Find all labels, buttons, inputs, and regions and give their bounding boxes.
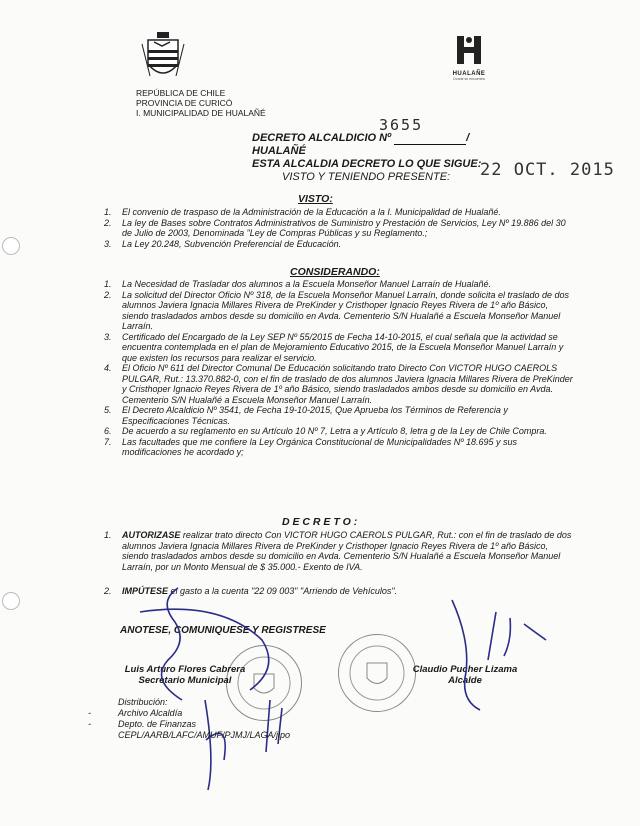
- mayor-name: Claudio Pucher Lizama: [412, 664, 518, 675]
- decree-title: DECRETO ALCALDICIO Nº: [252, 132, 392, 144]
- list-item: 3. La Ley 20.248, Subvención Preferencial de Educación.: [104, 238, 342, 249]
- distribution-title: Distribución:: [118, 697, 168, 707]
- visto-teniendo-label: VISTO Y TENIENDO PRESENTE:: [282, 171, 451, 183]
- distribution-initials: CEPL/AARB/LAFC/AMUF/PJMJ/LAGA/jlpo: [118, 730, 291, 740]
- list-item: 5. El Decreto Alcaldicio Nº 3541, de Fecha 19-10-2015, Que Aprueba los Términos de Referencia y Especificaciones Técnicas.: [104, 405, 508, 426]
- logo-tagline: Donde se encuentra: [453, 77, 485, 81]
- decreto-title: D E C R E T O :: [282, 516, 358, 528]
- list-item: 2. IMPÚTESE el gasto a la cuenta "22 09 003" "Arriendo de Vehículos".: [104, 586, 398, 596]
- list-item: 2. La ley de Bases sobre Contratos Administrativos de Suministro y Prestación de Servicios, Ley Nº 19.886 del 30 de Julio de 2003, Denominada "Ley de Compras Públicas y su Reglamento.;: [104, 217, 566, 238]
- decree-slash: /: [466, 132, 470, 144]
- list-item: 1. La Necesidad de Trasladar dos alumnos a la Escuela Monseñor Manuel Larraín de Hualañé.: [104, 279, 492, 289]
- logo-name: HUALAÑE: [452, 71, 486, 77]
- list-item: 3. Certificado del Encargado de la Ley SEP Nº 55/2015 de Fecha 14-10-2015, el cual señala que la actividad se encuentra contemplada en el plan de Mejoramiento Educativo 2015, de la Escuela Monseñor Manuel Larraín y que existen los recursos para realizar el servicio.: [104, 331, 564, 363]
- distribution-item: - Depto. de Finanzas: [88, 719, 197, 729]
- list-item: 4. El Oficio Nº 611 del Director Comunal De Educación solicitando trato Directo Con VICTOR HUGO CAEROLS PULGAR, Rut.: 13.370.882-0, con el fin de traslado de dos alumnos Javiera Ignacia Millares Rivera de PreKinder y Cristhoper Ignacio Reyes Rivera de 1º año Básico, siendo trasladados ambos desde su domicilio en Avda. Cementerio S/N Hualañé a Escuela Monseñor Manuel Larraín.: [104, 363, 573, 405]
- considerando-title: CONSIDERANDO:: [290, 266, 380, 278]
- republic-label: REPÚBLICA DE CHILE: [136, 88, 226, 98]
- list-item: 6. De acuerdo a su reglamento en su Artículo 10 Nº 7, Letra a y Artículo 8, letra g de la Ley de Chile Compra.: [104, 426, 547, 436]
- decree-date-stamp: 22 OCT. 2015: [480, 160, 615, 180]
- decree-intro: ESTA ALCALDIA DECRETO LO QUE SIGUE:: [252, 158, 482, 170]
- distribution-item: - Archivo Alcaldía: [88, 708, 183, 718]
- visto-title: VISTO:: [298, 193, 333, 205]
- distribution-block: [88, 697, 290, 741]
- mayor-role: Alcalde: [448, 675, 482, 686]
- closing-formula: ANOTESE, COMUNIQUESE Y REGISTRESE: [120, 625, 326, 636]
- list-item: 2. La solicitud del Director Oficio Nº 318, de la Escuela Monseñor Manuel Larraín, donde solicita el traslado de dos alumnos Javiera Ignacia Millares Rivera de PreKinder y Cristhoper Ignacio Reyes Rivera de 1º año Básico, siendo trasladados ambos desde su domicilio en Avda. Cementerio S/N Hualañé a Escuela Monseñor Manuel Larraín.: [104, 289, 570, 331]
- municipality-label: I. MUNICIPALIDAD DE HUALAÑÉ: [136, 108, 266, 118]
- decree-place: HUALAÑÉ: [252, 145, 306, 157]
- secretary-role: Secretario Municipal: [138, 675, 232, 686]
- decree-number-stamp: 3655: [379, 116, 424, 134]
- province-label: PROVINCIA DE CURICÓ: [136, 98, 233, 108]
- list-item: 1. El convenio de traspaso de la Administración de la Educación a la I. Municipalidad de Hualañé.: [104, 207, 501, 217]
- list-item: 7. Las facultades que me confiere la Ley Orgánica Constitucional de Municipalidades Nº 18.695 y sus modificaciones he acordado y;: [104, 436, 518, 457]
- secretary-name: Luis Arturo Flores Cabrera: [124, 664, 246, 675]
- list-item: 1. AUTORIZASE realizar trato directo Con VICTOR HUGO CAEROLS PULGAR, Rut.: con el fin de traslado de dos alumnos Javiera Ignacia Millares Rivera de PreKinder y Cristhoper Ignacio Reyes Rivera de 1º año Básico, siendo trasladados ambos desde su domicilio en Avda. Cementerio S/N Hualañé a Escuela Monseñor Manuel Larraín, por un Monto Mensual de $ 35.000.- Exento de IVA.: [104, 530, 572, 572]
